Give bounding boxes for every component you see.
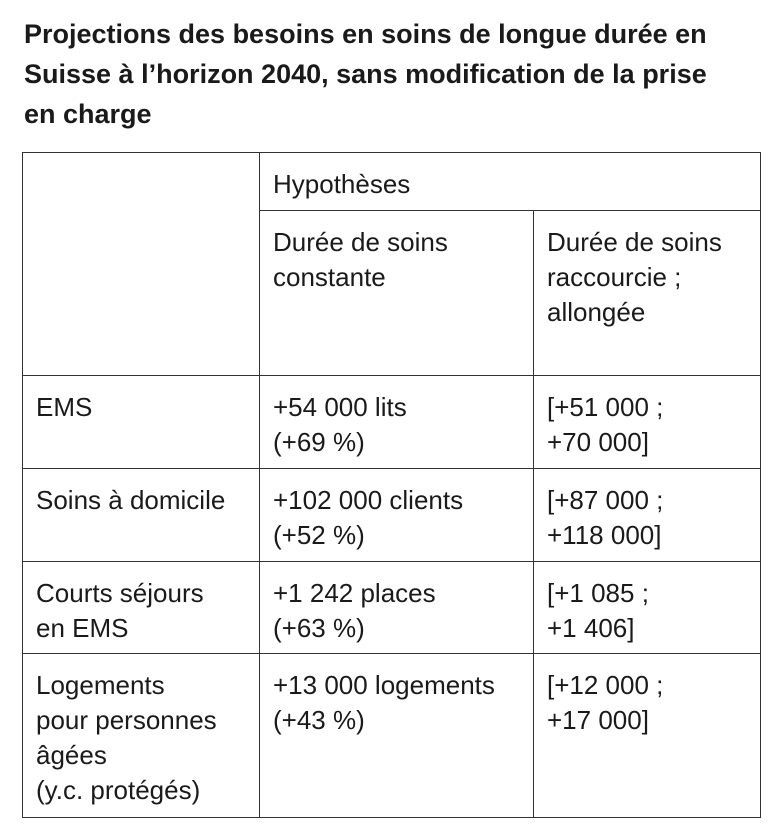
- row-label-cell: [23, 562, 260, 654]
- table-row-logements: [23, 654, 761, 818]
- value-text: [+1 085 ;: [547, 578, 649, 608]
- value-text: (+43 %): [273, 705, 365, 735]
- value-text: +70 000]: [547, 427, 649, 457]
- table-row-courts-sejours: [23, 562, 761, 654]
- range-value-cell: [534, 654, 761, 818]
- value-text: +1 242 places: [273, 578, 436, 608]
- title-line: Projections des besoins en soins de longue durée en: [24, 19, 707, 49]
- projections-table: [22, 152, 761, 818]
- constant-duration-header: [260, 211, 534, 376]
- row-label-cell: [23, 469, 260, 562]
- table-row-soins-domicile: [23, 469, 761, 562]
- value-text: (+69 %): [273, 427, 365, 457]
- constant-value-cell: [260, 654, 534, 818]
- value-text: (+52 %): [273, 520, 365, 550]
- range-value-cell: [534, 562, 761, 654]
- hypotheses-header-cell: [260, 153, 761, 211]
- title-line: en charge: [24, 99, 152, 129]
- value-text: +102 000 clients: [273, 485, 464, 515]
- row-label: pour personnes: [36, 705, 217, 735]
- row-label: Logements: [36, 670, 165, 700]
- row-label: en EMS: [36, 613, 129, 643]
- value-text: [+12 000 ;: [547, 670, 664, 700]
- row-label: (y.c. protégés): [36, 775, 201, 805]
- hypotheses-label: Hypothèses: [273, 169, 411, 199]
- variable-duration-header: [534, 211, 761, 376]
- value-text: [+87 000 ;: [547, 485, 664, 515]
- header-text: constante: [273, 262, 386, 292]
- row-label: EMS: [36, 392, 93, 422]
- header-text: Durée de soins: [547, 227, 722, 257]
- constant-value-cell: [260, 469, 534, 562]
- header-text: allongée: [547, 297, 646, 327]
- value-text: (+63 %): [273, 613, 365, 643]
- header-text: raccourcie ;: [547, 262, 682, 292]
- value-text: [+51 000 ;: [547, 392, 664, 422]
- empty-corner-cell: [23, 153, 260, 376]
- constant-value-cell: [260, 562, 534, 654]
- value-text: +118 000]: [547, 520, 662, 550]
- table-title: [24, 14, 769, 134]
- row-label-cell: [23, 376, 260, 469]
- row-label-cell: [23, 654, 260, 818]
- value-text: +1 406]: [547, 613, 635, 643]
- row-label: âgées: [36, 740, 107, 770]
- row-label: Courts séjours: [36, 578, 204, 608]
- value-text: +54 000 lits: [273, 392, 407, 422]
- value-text: +13 000 logements: [273, 670, 495, 700]
- range-value-cell: [534, 376, 761, 469]
- constant-value-cell: [260, 376, 534, 469]
- title-line: Suisse à l’horizon 2040, sans modification de la prise: [24, 59, 707, 89]
- table-row-ems: [23, 376, 761, 469]
- range-value-cell: [534, 469, 761, 562]
- value-text: +17 000]: [547, 705, 649, 735]
- table-header-row: [23, 153, 761, 211]
- header-text: Durée de soins: [273, 227, 448, 257]
- row-label: Soins à domicile: [36, 485, 226, 515]
